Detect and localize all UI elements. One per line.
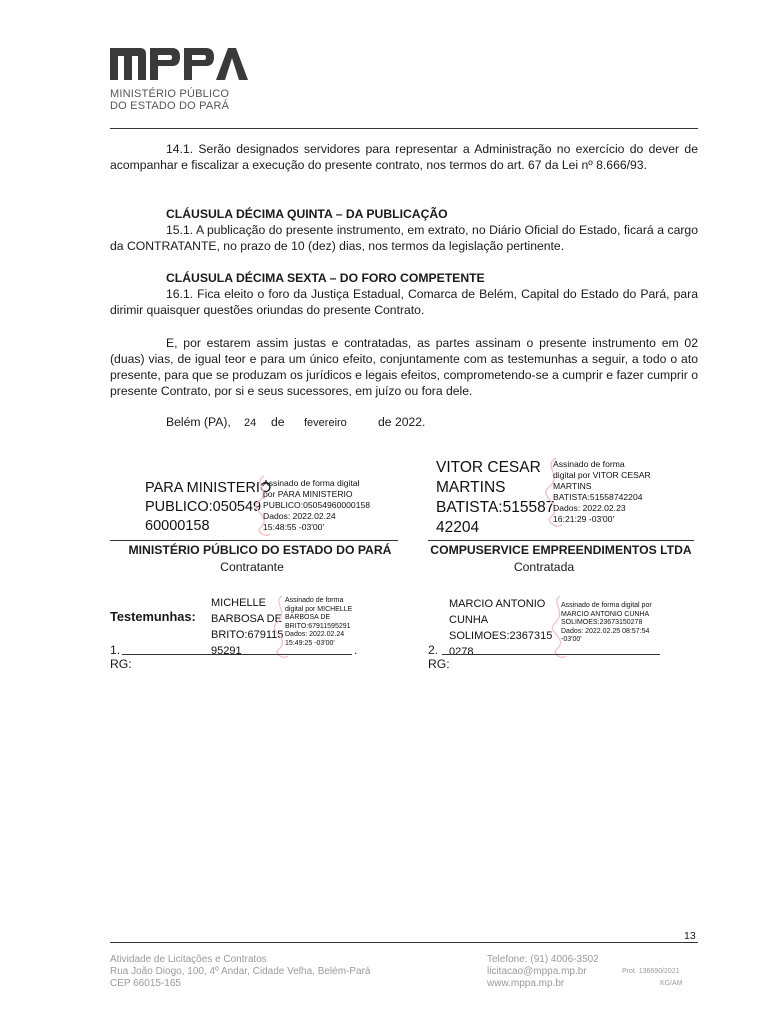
signature-contratada-name: VITOR CESAR MARTINS BATISTA:515587 42204 — [436, 459, 555, 536]
witness-2-line — [442, 654, 660, 655]
contratante-role: Contratante — [220, 560, 284, 574]
footer-initials: KG/AM — [660, 980, 683, 987]
signature-contratada-details: Assinado de forma digital por VITOR CESAR MARTINS BATISTA:51558742204 Dados: 2022.02.23 16:21:29 -03'00' — [553, 459, 651, 524]
contratante-org: MINISTÉRIO PÚBLICO DO ESTADO DO PARÁ — [128, 543, 392, 557]
signature-line-contratante — [110, 540, 398, 541]
footer-protocol: Prot. 136690/2021 — [622, 968, 680, 975]
witness-2-rg: RG: — [428, 657, 450, 671]
date-de: de — [271, 415, 285, 429]
contratada-org: COMPUSERVICE EMPREENDIMENTOS LTDA — [430, 543, 692, 557]
signature-contratante-details: Assinado de forma digital por PARA MINISTERIO PUBLICO:05054960000158 Dados: 2022.02.24 15:48:55 -03'00' — [263, 478, 371, 532]
footer-cep: CEP 66015-165 — [110, 978, 181, 989]
contratada-role: Contratada — [513, 560, 575, 574]
footer-divider — [110, 942, 698, 943]
witness-1-name: MICHELLE BARBOSA DE BRITO:679115 95291 — [211, 597, 284, 657]
page-number: 13 — [684, 930, 696, 942]
footer-phone: Telefone: (91) 4006-3502 — [487, 954, 599, 965]
date-month: fevereiro — [304, 417, 347, 429]
footer-address: Rua João Diogo, 100, 4º Andar, Cidade Velha, Belém-Pará — [110, 966, 371, 977]
signature-line-contratada — [428, 540, 694, 541]
signature-contratante-name: PARA MINISTERIO PUBLICO:050549 60000158 — [145, 480, 272, 534]
footer-email: licitacao@mppa.mp.br — [487, 966, 587, 977]
witness-2-number: 2. — [428, 643, 439, 657]
date-place: Belém (PA), — [166, 415, 231, 429]
clause-16-heading: CLÁUSULA DÉCIMA SEXTA – DO FORO COMPETENTE — [166, 271, 485, 285]
footer-right — [487, 954, 599, 990]
mppa-logo — [110, 44, 250, 84]
footer-department: Atividade de Licitações e Contratos — [110, 954, 267, 965]
header-divider — [110, 128, 698, 129]
witness-1-rg: RG: — [110, 657, 132, 671]
witness-1-end-dot: . — [354, 643, 358, 657]
closing-paragraph: E, por estarem assim justas e contratadas, as partes assinam o presente instrumento em 02 (duas) vias, de igual teor e para um único efeito, conjuntamente com as testemunhas a seguir, a todo o ato presente, para que se produzam os jurídicos e legais efeitos, comprometendo-se a cumprir e fazer cumprir o presente Contrato, por si e seus sucessores, em juízo ou fora dele. — [110, 336, 698, 398]
witness-1-line — [122, 654, 352, 655]
footer-left — [110, 954, 371, 990]
logo-subtitle-2: DO ESTADO DO PARÁ — [110, 100, 230, 112]
clause-15-1: 15.1. A publicação do presente instrumento, em extrato, no Diário Oficial do Estado, ficará a cargo da CONTRATANTE, no prazo de 10 (dez) dias, nos termos da legislação pertinente. — [110, 223, 698, 253]
date-year: de 2022. — [378, 415, 426, 429]
witnesses-label: Testemunhas: — [110, 609, 196, 624]
witness-2-name: MARCIO ANTONIO CUNHA SOLIMOES:2367315 0278 — [449, 598, 553, 658]
clause-15-heading: CLÁUSULA DÉCIMA QUINTA – DA PUBLICAÇÃO — [166, 207, 448, 221]
footer-website: www.mppa.mp.br — [487, 978, 565, 989]
witness-1-details: Assinado de forma digital por MICHELLE BARBOSA DE BRITO:67911595291 Dados: 2022.02.24 15:49:25 -03'00' — [285, 597, 353, 647]
clause-16-1: 16.1. Fica eleito o foro da Justiça Estadual, Comarca de Belém, Capital do Estado do Pará, para dirimir quaisquer questões oriundas do presente Contrato. — [110, 287, 698, 317]
clause-14-1: 14.1. Serão designados servidores para representar a Administração no exercício do dever de acompanhar e fiscalizar a execução do presente contrato, nos termos do art. 67 da Lei nº 8.666/93. — [110, 142, 698, 172]
date-day: 24 — [244, 417, 257, 429]
witness-2-details: Assinado de forma digital por MARCIO ANTONIO CUNHA SOLIMOES:23673150278 Dados: 2022.02.25 08:57:54 -03'00' — [561, 602, 652, 644]
logo-subtitle-1: MINISTÉRIO PÚBLICO — [110, 88, 230, 100]
witness-1-number: 1. — [110, 643, 121, 657]
